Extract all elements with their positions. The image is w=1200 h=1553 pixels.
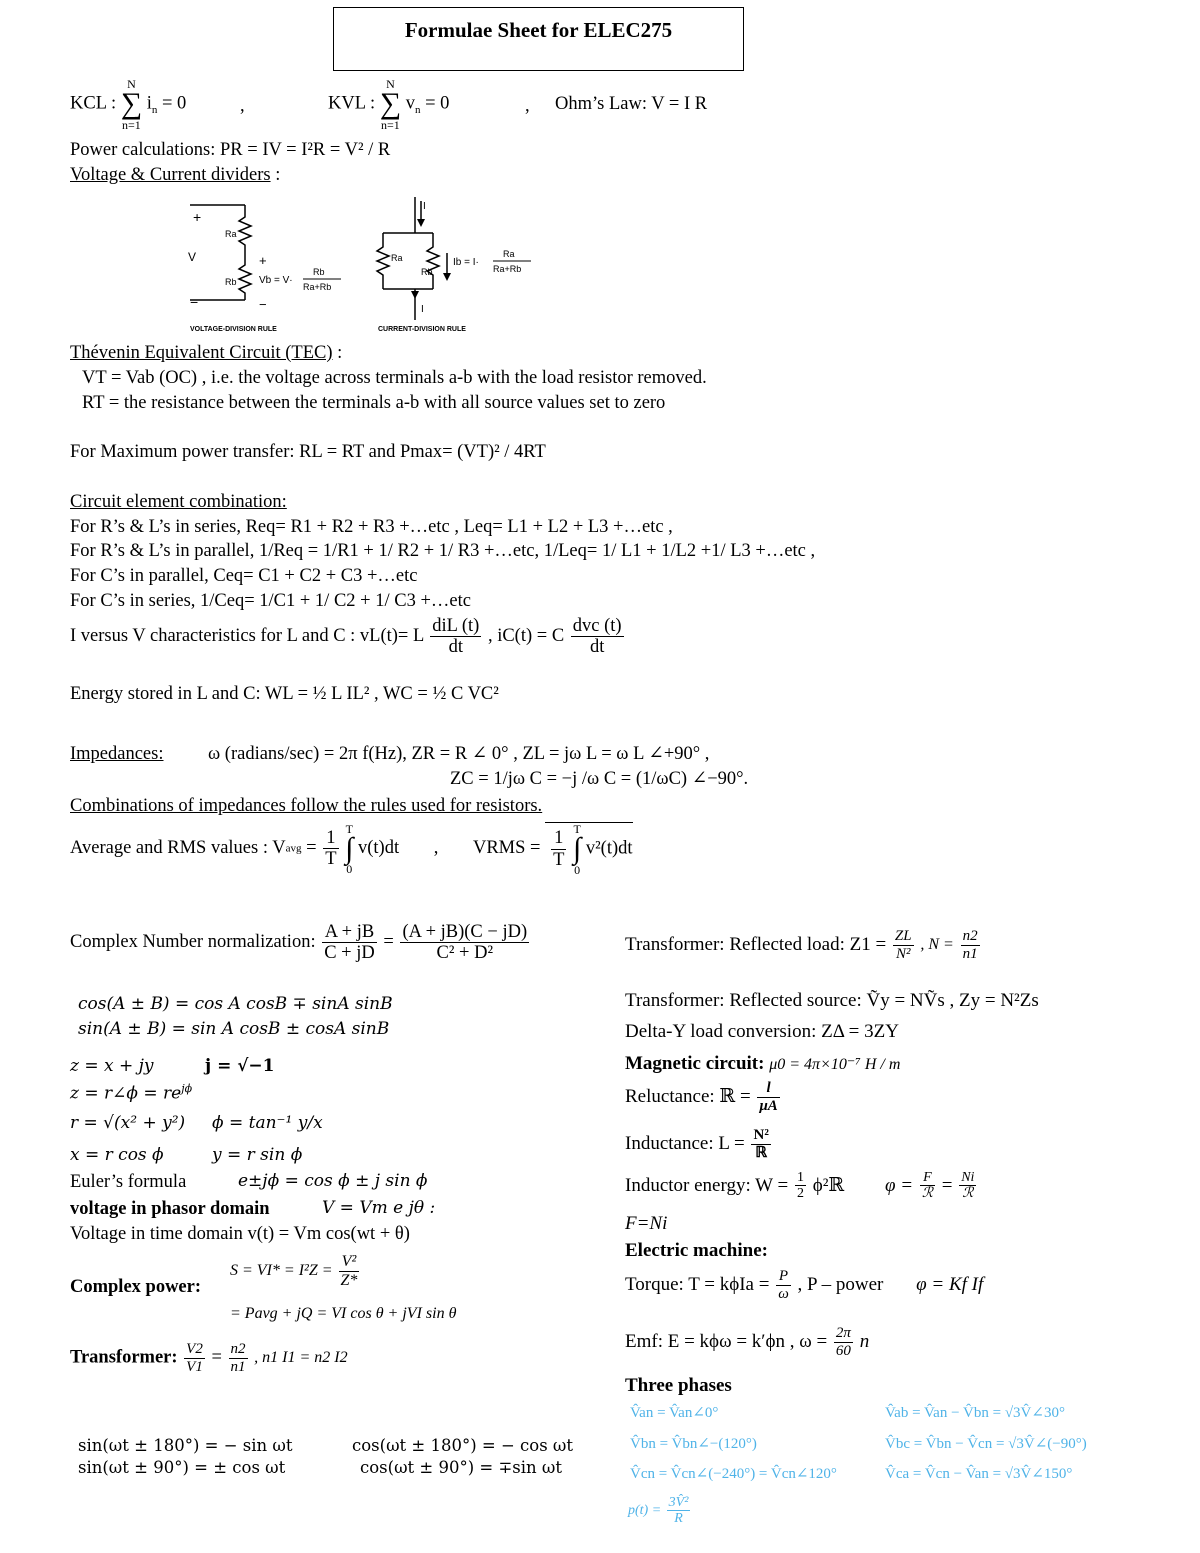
kcl-eq: = 0 (162, 93, 187, 114)
reluctance-frac (757, 1080, 779, 1114)
tr-frac1 (184, 1341, 205, 1375)
inductance-lead: Inductance: L = (625, 1133, 745, 1155)
reluctance (625, 1080, 782, 1114)
cd-i-top: I (423, 201, 426, 212)
tr-frac2 (229, 1341, 248, 1375)
pt-den: R (674, 1511, 683, 1527)
thevenin-heading-text: Thévenin Equivalent Circuit (TEC) (70, 343, 333, 363)
kvl-sub: n (415, 104, 421, 117)
sin-180-identity: sin(ωt ± 180°) = − sin ωt (78, 1436, 293, 1455)
cn-frac1 (322, 922, 377, 964)
tr-den2: n1 (230, 1358, 246, 1375)
phi-lead: φ = (884, 1174, 914, 1196)
rl-lead: Transformer: Reflected load: Z1 = (625, 934, 887, 956)
rl-n-frac (961, 928, 980, 962)
rms-int-bot: 0 (574, 862, 581, 877)
current-divider-diagram (375, 195, 545, 335)
complex-normalization (70, 922, 531, 964)
avg-integrand: v(t)dt (357, 838, 400, 859)
pt-lead: p(t) = (628, 1502, 662, 1518)
tr-den1: V1 (186, 1358, 203, 1375)
tr-eq: = (211, 1347, 222, 1368)
line-vbc: V̂bc = V̂bn − V̂cn = √3V̂∠(−90°) (885, 1436, 1087, 1452)
parallel-rl: For R’s & L’s in parallel, 1/Req = 1/R1 + 1/ R2 + 1/ R3 +…etc, 1/Leq= 1/ L1 + 1/L2 +1/ L3 +…etc , (70, 541, 816, 561)
ohms-law: Ohm’s Law: V = I R (555, 94, 708, 114)
en-den: 2 (796, 1186, 804, 1202)
z-polar-text: z = r∠ϕ = re (70, 1083, 182, 1104)
vd-frac-den: Ra+Rb (303, 282, 332, 292)
emf-lead: Emf: E = kϕω = k′ϕn , ω = (625, 1331, 828, 1353)
rl-frac (893, 928, 914, 962)
cn-num2: (A + jB)(C − jD) (402, 922, 528, 942)
cn-num1: A + jB (322, 922, 377, 943)
ind-num: N² (753, 1127, 769, 1143)
kcl-sub: n (151, 104, 158, 117)
reluctance-lead: Reluctance: ℝ = (625, 1086, 751, 1108)
iv-characteristics (70, 616, 626, 658)
avg-sub: avg (285, 842, 302, 855)
cn-frac2 (400, 922, 529, 964)
cd-rb-label: Rb (421, 267, 433, 277)
phi-den2: ℛ (962, 1186, 974, 1202)
rms-frac (551, 828, 566, 870)
kvl-sum-bottom: n=1 (381, 117, 400, 132)
thevenin-rt: RT = the resistance between the terminals a-b with all source values set to zero (82, 393, 666, 413)
vd-plus-mid: + (259, 253, 267, 268)
avg-frac (323, 828, 338, 870)
rel-den: μA (759, 1097, 778, 1114)
rl-num: ZL (894, 928, 912, 944)
phi-den1: ℛ (921, 1186, 933, 1202)
impedance-rule: Combinations of impedances follow the rules used for resistors. (70, 796, 543, 816)
avg-lead: Average and RMS values : V (70, 838, 286, 859)
tq-den: ω (778, 1285, 789, 1302)
cn-eq: = (383, 932, 394, 953)
avg-rms-values (70, 822, 633, 876)
vd-v-label: V (188, 250, 197, 264)
phi-definition: ϕ = tan⁻¹ y/x (212, 1113, 323, 1133)
reflected-load (625, 928, 982, 962)
energy-tail: ϕ²ℝ (812, 1174, 845, 1196)
vd-vb-eq: Vb = V· (259, 275, 293, 286)
vd-plus-top: + (193, 209, 202, 225)
cn-den1: C + jD (324, 943, 375, 964)
cd-i-bottom: I (421, 304, 424, 315)
vd-caption: VOLTAGE-DIVISION RULE (190, 326, 277, 333)
vd-rb-label: Rb (225, 277, 237, 287)
vd-minus-bottom: − (190, 294, 199, 310)
series-c: For C’s in series, 1/Ceq= 1/C1 + 1/ C2 + 1/ C3 +…etc (70, 591, 471, 611)
cd-frac-den: Ra+Rb (493, 264, 522, 274)
flux-formula: φ = Kf If (916, 1274, 984, 1296)
inductance (625, 1127, 773, 1161)
max-power-transfer: For Maximum power transfer: RL = RT and Pmax= (VT)² / 4RT (70, 442, 546, 462)
avg-integral: T ∫ 0 (345, 821, 354, 876)
complex-power-2: = Pavg + jQ = VI cos θ + jVI sin θ (230, 1305, 457, 1322)
cos-180-identity: cos(ωt ± 180°) = − cos ωt (352, 1436, 574, 1455)
tr-num2: n2 (230, 1341, 246, 1357)
vd-minus-mid: − (259, 297, 267, 312)
rms-integrand: v²(t)dt (585, 838, 633, 859)
kcl-comma: , (240, 96, 245, 116)
line-vab: V̂ab = V̂an − V̂bn = √3V̂∠30° (885, 1405, 1065, 1421)
three-phases-label: Three phases (625, 1375, 732, 1396)
kcl-sum-bottom: n=1 (122, 117, 141, 132)
torque-frac (776, 1268, 791, 1302)
y-definition: y = r sin ϕ (212, 1145, 303, 1165)
j-definition: j = √−1 (205, 1056, 275, 1076)
torque (625, 1268, 983, 1302)
rms-lead: VRMS = (472, 838, 541, 859)
impedance-line2: ZC = 1/jω C = −j /ω C = (1/ωC) ∠−90°. (450, 769, 749, 789)
mmf: F=Ni (625, 1213, 668, 1234)
z-polar (70, 1083, 192, 1104)
kvl-label: KVL : (328, 93, 376, 114)
complex-power-1 (230, 1253, 361, 1289)
tq-num: P (776, 1268, 791, 1286)
phasor-label: voltage in phasor domain (70, 1199, 270, 1219)
dividers-colon: : (275, 165, 281, 185)
avg-int-top: T (345, 821, 353, 836)
rl-n-num: n2 (962, 928, 978, 944)
z-rectangular: z = x + jy (70, 1056, 154, 1076)
emf-tail: n (859, 1331, 870, 1353)
energy-stored: Energy stored in L and C: WL = ½ L IL² , WC = ½ C VC² (70, 684, 499, 704)
phase-vcn: V̂cn = V̂cn∠(−240°) = V̂cn∠120° (630, 1466, 837, 1482)
kcl-formula (70, 78, 186, 131)
rl-n: , N = (920, 935, 954, 953)
thevenin-colon: : (337, 343, 343, 363)
pt-num: 3V̂² (668, 1495, 689, 1510)
kvl-comma: , (525, 96, 530, 116)
cos-90-identity: cos(ωt ± 90°) = ∓sin ωt (360, 1458, 563, 1477)
cn-lead: Complex Number normalization: (70, 932, 316, 953)
emf-frac (834, 1325, 853, 1359)
kcl-sum: N ∑ n=1 (120, 77, 143, 132)
phi-frac2 (959, 1170, 976, 1202)
time-domain: Voltage in time domain v(t) = Vm cos(wt + θ) (70, 1224, 410, 1244)
avg-one: 1 (323, 828, 338, 849)
magnetic-label: Magnetic circuit: (625, 1053, 765, 1074)
cp-num: V² (339, 1253, 360, 1272)
cd-frac-num: Ra (503, 249, 515, 259)
rms-one: 1 (551, 828, 566, 849)
page-title: Formulae Sheet for ELEC275 (404, 18, 673, 42)
rl-n-den: n1 (962, 945, 978, 962)
kvl-term: v (405, 93, 415, 114)
euler-label: Euler’s formula (70, 1172, 187, 1192)
z-polar-exp: jϕ (181, 1082, 193, 1095)
iv-den-c: dt (590, 637, 605, 658)
inductance-frac (751, 1127, 770, 1161)
rms-root (545, 822, 632, 876)
emf (625, 1325, 869, 1359)
avg-T: T (325, 849, 337, 870)
phi-frac1 (920, 1170, 935, 1202)
kvl-sum: N ∑ n=1 (379, 77, 402, 132)
rms-T: T (553, 849, 565, 870)
cos-sum-identity: cos(A ± B) = cos A cosB ∓ sinA sinB (78, 994, 393, 1014)
impedance-line1: ω (radians/sec) = 2π f(Hz), ZR = R ∠ 0° , ZL = jω L = ω L ∠+90° , (208, 744, 710, 764)
phi-num2: Ni (961, 1170, 975, 1185)
transformer-ratio (70, 1341, 348, 1375)
reflected-source: Transformer: Reflected source: Ṽy = NṼs , Zy = N²Zs (625, 990, 1039, 1011)
dividers-heading-text: Voltage & Current dividers (70, 165, 271, 185)
series-rl: For R’s & L’s in series, Req= R1 + R2 + R3 +…etc , Leq= L1 + L2 + L3 +…etc , (70, 517, 673, 537)
iv-mid: , iC(t) = C (487, 626, 565, 647)
complex-power-frac (339, 1253, 360, 1289)
rl-den: N² (896, 945, 911, 962)
inductor-energy (625, 1170, 978, 1202)
ind-den: ℝ (755, 1144, 768, 1161)
phase-van: V̂an = V̂an∠0° (630, 1405, 719, 1421)
iv-num-c: dvc (t) (572, 616, 622, 636)
tr-num1: V2 (186, 1341, 203, 1357)
rms-int-top: T (573, 822, 581, 836)
iv-num-l: diL (t) (432, 616, 480, 636)
torque-lead: Torque: T = kϕIa = (625, 1274, 770, 1296)
phasor-formula: V = Vm e jθ : (322, 1198, 436, 1218)
rel-num: l (757, 1080, 779, 1098)
vd-frac-num: Rb (313, 267, 325, 277)
energy-lead: Inductor energy: W = (625, 1174, 789, 1196)
power-pt (628, 1495, 692, 1527)
cd-ib-eq: Ib = I· (453, 257, 479, 268)
iv-frac-l (430, 616, 481, 658)
kcl-label: KCL : (70, 93, 117, 114)
dividers-heading (70, 165, 280, 186)
x-definition: x = r cos ϕ (70, 1145, 164, 1165)
thevenin-heading (70, 343, 342, 364)
transformer-label: Transformer: (70, 1347, 178, 1368)
torque-tail: , P – power (797, 1274, 884, 1296)
electric-machine-label: Electric machine: (625, 1240, 768, 1261)
cn-den2: C² + D² (436, 943, 494, 964)
energy-frac (795, 1170, 806, 1202)
iv-frac-c (571, 616, 624, 658)
magnetic-circuit (625, 1053, 900, 1075)
complex-power-label: Complex power: (70, 1277, 202, 1297)
phi-eq: = (941, 1174, 953, 1196)
impedances-heading: Impedances: (70, 744, 164, 764)
emf-den: 60 (835, 1342, 851, 1359)
r-definition: r = √(x² + y²) (70, 1113, 186, 1133)
kcl-term: i (146, 93, 152, 114)
combination-heading: Circuit element combination: (70, 492, 287, 512)
magnetic-formula: μ0 = 4π×10⁻⁷ H / m (769, 1056, 901, 1073)
complex-power-1-text: S = VI* = I²Z = (230, 1261, 333, 1279)
kvl-sum-top: N (386, 77, 395, 91)
iv-den-l: dt (448, 637, 463, 658)
vd-ra-label: Ra (225, 229, 237, 239)
kvl-eq: = 0 (425, 93, 450, 114)
phi-num1: F (920, 1170, 935, 1186)
voltage-divider-diagram (185, 195, 355, 335)
avg-comma: , (433, 838, 439, 859)
cd-ra-label: Ra (391, 253, 403, 263)
delta-y-conversion: Delta-Y load conversion: ZΔ = 3ZY (625, 1021, 899, 1042)
emf-num: 2π (835, 1325, 851, 1341)
cp-den: Z* (340, 1271, 358, 1289)
iv-lead: I versus V characteristics for L and C : vL(t)= L (70, 626, 424, 647)
pt-frac (667, 1495, 691, 1527)
thevenin-vt: VT = Vab (OC) , i.e. the voltage across terminals a-b with the load resistor removed. (82, 368, 707, 388)
cd-caption: CURRENT-DIVISION RULE (378, 326, 466, 333)
en-num: 1 (796, 1170, 804, 1185)
avg-eq: = (306, 838, 317, 859)
euler-formula: e±jϕ = cos ϕ ± j sin ϕ (238, 1171, 428, 1191)
kcl-sum-top: N (127, 77, 136, 91)
parallel-c: For C’s in parallel, Ceq= C1 + C2 + C3 +…etc (70, 566, 418, 586)
avg-int-bot: 0 (346, 862, 353, 876)
power-calculations: Power calculations: PR = IV = I²R = V² / R (70, 140, 391, 160)
title-box (333, 7, 744, 71)
sin-sum-identity: sin(A ± B) = sin A cosB ± cosA sinB (78, 1019, 390, 1039)
phase-vbn: V̂bn = V̂bn∠−(120°) (630, 1436, 757, 1452)
kvl-formula (328, 78, 449, 131)
sin-90-identity: sin(ωt ± 90°) = ± cos ωt (78, 1458, 286, 1477)
tr-tail: , n1 I1 = n2 I2 (254, 1348, 348, 1366)
line-vca: V̂ca = V̂cn − V̂an = √3V̂∠150° (885, 1466, 1073, 1482)
rms-integral: T ∫ 0 (573, 822, 582, 877)
